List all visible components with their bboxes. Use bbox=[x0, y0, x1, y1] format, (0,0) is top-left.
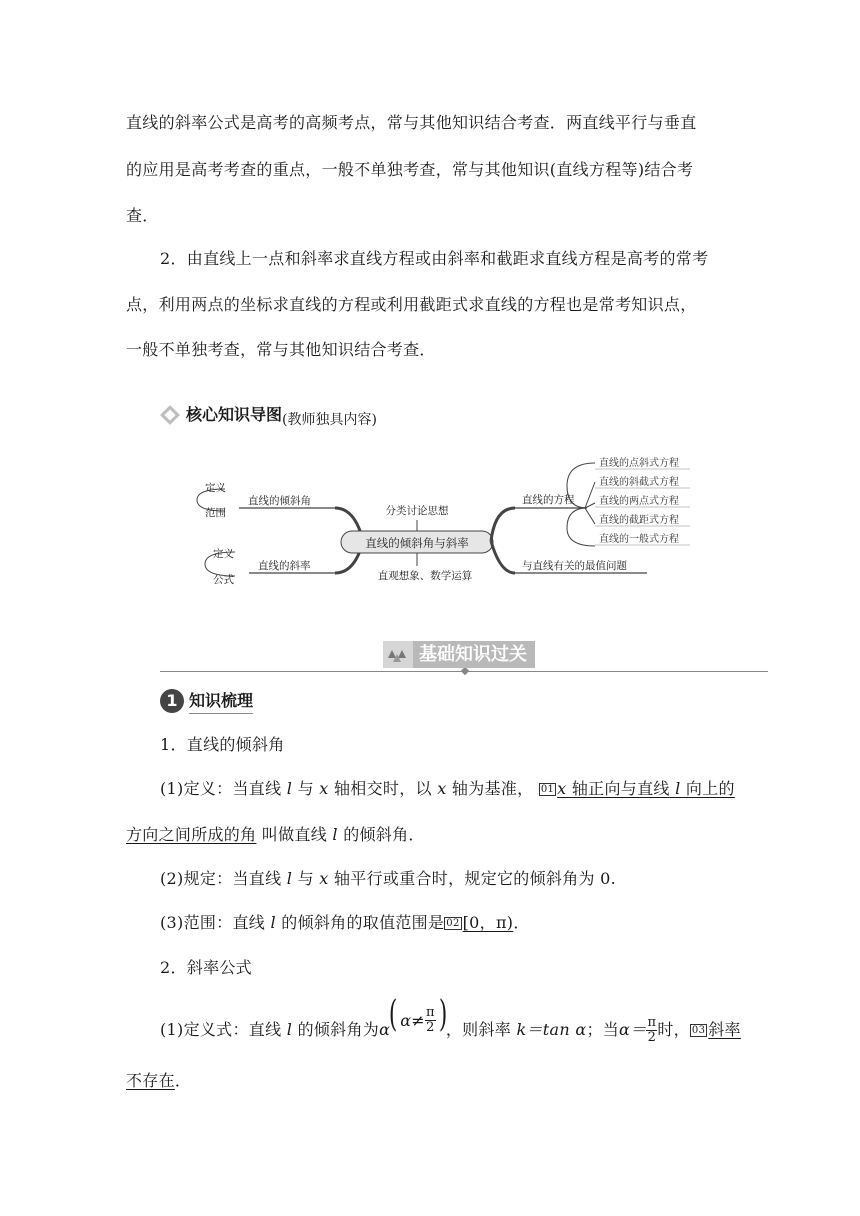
range-line bbox=[160, 910, 530, 933]
mindmap-center-label: 直线的倾斜角与斜率 bbox=[365, 536, 469, 550]
answer-blank bbox=[690, 1020, 741, 1039]
item-heading: 1．直线的倾斜角 bbox=[160, 735, 285, 754]
var-l: l bbox=[286, 779, 293, 798]
text: 的倾斜角的取值范围是 bbox=[281, 913, 445, 932]
var-x: x bbox=[557, 779, 567, 798]
mindmap-section-note: (教师独具内容) bbox=[282, 412, 377, 428]
blank-number: 02 bbox=[446, 918, 460, 929]
definition-line-2 bbox=[126, 822, 425, 845]
intro-line: 点，利用两点的坐标求直线的方程或利用截距式求直线的方程也是常考知识点， bbox=[126, 295, 697, 314]
text: 叫做直线 bbox=[261, 825, 327, 844]
mindmap-leaf: 定义 bbox=[205, 482, 226, 494]
answer-blank bbox=[444, 913, 513, 932]
text: 与 bbox=[297, 869, 314, 888]
var-l: l bbox=[332, 825, 338, 844]
var-x: x bbox=[437, 779, 447, 798]
text: ． bbox=[174, 1071, 192, 1090]
k-formula: k＝tan α bbox=[516, 1020, 587, 1039]
sub-section-title: 知识梳理 bbox=[189, 688, 253, 714]
text: ，则斜率 bbox=[445, 1020, 512, 1039]
item-heading: 2．斜率公式 bbox=[160, 958, 252, 977]
mindmap-leaf: 范围 bbox=[205, 507, 226, 519]
text: (1)定义：当直线 bbox=[160, 779, 282, 798]
text: 轴相交时，以 bbox=[334, 779, 432, 798]
two: 2 bbox=[647, 1030, 657, 1045]
text: (3)范围：直线 bbox=[160, 913, 266, 932]
condition-paren: ( α≠ π 2 ) bbox=[389, 994, 448, 1035]
diamond-icon bbox=[160, 405, 180, 425]
var-x: x bbox=[319, 869, 329, 888]
blank-number: 03 bbox=[691, 1025, 706, 1036]
slope-definition-line bbox=[160, 994, 741, 1045]
blank-number: 01 bbox=[540, 784, 555, 795]
mindmap-leaf: 直线的两点式方程 bbox=[599, 496, 679, 507]
text: 的倾斜角为 bbox=[297, 1020, 380, 1039]
alpha-eq: α＝ bbox=[619, 1020, 647, 1039]
mindmap-branch-label: 直线的方程 bbox=[522, 494, 575, 506]
var-l: l bbox=[286, 1020, 293, 1039]
intro-line: 的应用是高考考查的重点，一般不单独考查，常与其他知识(直线方程等)结合考 bbox=[126, 160, 694, 179]
mindmap-leaf: 直线的截距式方程 bbox=[599, 515, 679, 526]
banner-title: 基础知识过关 bbox=[413, 641, 535, 668]
slope-definition-line-2 bbox=[126, 1068, 191, 1091]
text: ；当 bbox=[586, 1020, 620, 1039]
intro-line: 直线的斜率公式是高考的高频考点，常与其他知识结合考查．两直线平行与垂直 bbox=[126, 113, 697, 132]
mindmap-leaf: 直线的点斜式方程 bbox=[599, 458, 679, 469]
text: 与 bbox=[297, 779, 314, 798]
intro-line: 一般不单独考查，常与其他知识结合考查． bbox=[126, 340, 436, 359]
text: (2)规定：当直线 bbox=[160, 869, 282, 888]
section-number-badge: 1 bbox=[160, 689, 184, 713]
two: 2 bbox=[426, 1020, 435, 1035]
var-l: l bbox=[270, 913, 276, 932]
triangles-icon bbox=[383, 641, 413, 668]
text: 斜率 bbox=[708, 1020, 741, 1039]
intro-line: 2．由直线上一点和斜率求直线方程或由斜率和截距求直线方程是高考的常考 bbox=[160, 249, 709, 268]
answer-blank bbox=[539, 779, 735, 798]
text: 轴平行或重合时，规定它的倾斜角为 0. bbox=[334, 869, 617, 888]
text: (1)定义式：直线 bbox=[160, 1020, 282, 1039]
mindmap-leaf: 公式 bbox=[213, 574, 234, 586]
mindmap-branch-label: 直线的倾斜角 bbox=[248, 495, 311, 507]
pi-over-2 bbox=[646, 1016, 657, 1045]
text: 时， bbox=[657, 1020, 690, 1039]
mindmap-top-label: 分类讨论思想 bbox=[385, 505, 449, 517]
text: 向上的 bbox=[685, 779, 735, 798]
mindmap-branch-label: 直线的斜率 bbox=[258, 560, 311, 572]
mindmap-branch-label: 与直线有关的最值问题 bbox=[522, 560, 627, 572]
sub-section-header bbox=[160, 688, 253, 714]
var-x: x bbox=[319, 779, 329, 798]
definition-line bbox=[160, 776, 735, 799]
mindmap-leaf: 直线的一般式方程 bbox=[599, 534, 679, 545]
mindmap-bottom-label: 直观想象、数学运算 bbox=[377, 570, 473, 582]
text: ． bbox=[513, 913, 530, 932]
banner-rule-diamond bbox=[461, 667, 469, 675]
text: 轴为基准， bbox=[451, 779, 534, 798]
mindmap-leaf: 直线的斜截式方程 bbox=[599, 477, 679, 488]
answer-blank-text: 方向之间所成的角 bbox=[126, 825, 257, 844]
text: 的倾斜角． bbox=[343, 825, 425, 844]
mindmap-leaf: 定义 bbox=[213, 548, 234, 560]
intro-line: 查． bbox=[126, 206, 159, 225]
rule-line bbox=[160, 866, 616, 889]
mind-map bbox=[195, 448, 695, 598]
banner bbox=[383, 641, 535, 668]
var-alpha: α bbox=[379, 1020, 391, 1039]
alpha-neq: α≠ bbox=[400, 1011, 426, 1030]
pi: π bbox=[426, 1005, 435, 1020]
mindmap-section-title: 核心知识导图 bbox=[186, 405, 283, 424]
var-l: l bbox=[675, 779, 681, 798]
var-l: l bbox=[286, 869, 293, 888]
text: 轴正向与直线 bbox=[571, 779, 670, 798]
pi: π bbox=[647, 1015, 657, 1030]
answer-blank-text: 不存在 bbox=[126, 1071, 175, 1090]
range-value: [0，π) bbox=[462, 913, 514, 932]
mindmap-section-header bbox=[160, 402, 377, 428]
